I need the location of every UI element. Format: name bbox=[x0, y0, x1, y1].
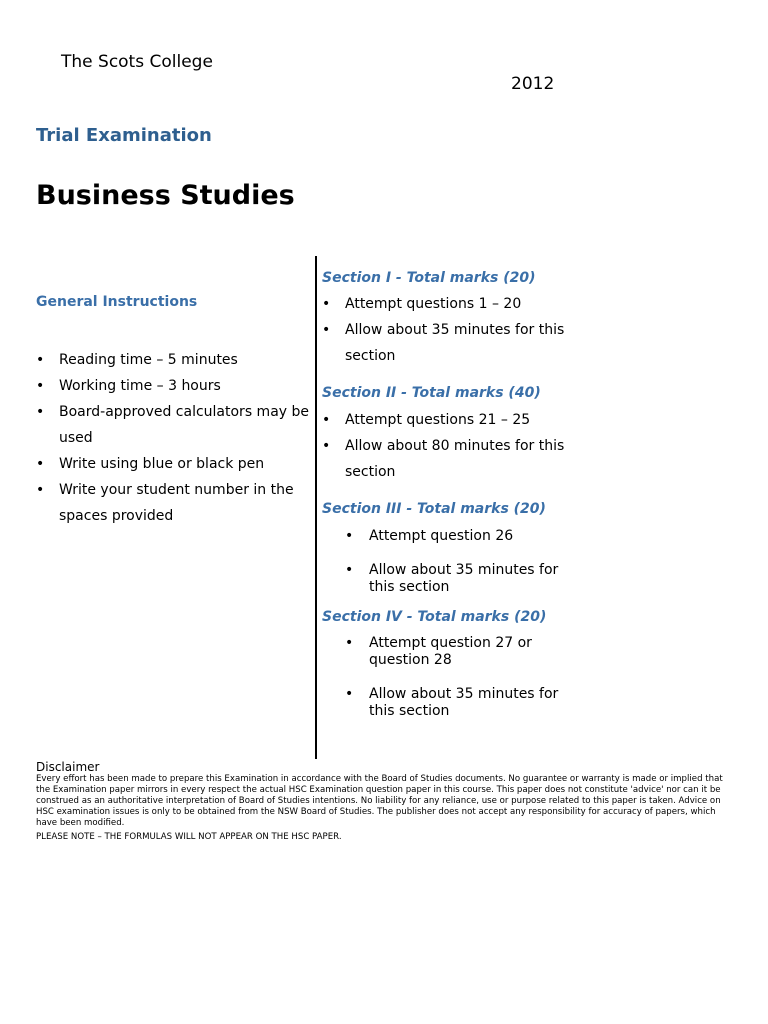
instruction-item: • Write using blue or black pen bbox=[36, 451, 310, 477]
exam-type: Trial Examination bbox=[36, 125, 212, 146]
section-1-item: • Attempt questions 1 – 20 bbox=[322, 291, 582, 317]
section-3-list bbox=[322, 528, 582, 613]
instruction-item: • Reading time – 5 minutes bbox=[36, 347, 310, 373]
general-instructions-list bbox=[36, 347, 310, 529]
section-4-list bbox=[322, 635, 582, 737]
instruction-item: • Board-approved calculators may be used bbox=[36, 399, 310, 451]
general-instructions-heading: General Instructions bbox=[36, 294, 198, 310]
section-1-item: • Allow about 35 minutes for this section bbox=[322, 317, 582, 369]
section-4-item: • Allow about 35 minutes for this section bbox=[322, 686, 582, 720]
section-2-item: • Allow about 80 minutes for this section bbox=[322, 433, 582, 485]
subject-title: Business Studies bbox=[36, 180, 295, 211]
section-3-item: • Attempt question 26 bbox=[322, 528, 582, 545]
section-2-heading: Section II - Total marks (40) bbox=[322, 385, 541, 401]
disclaimer-body: Every effort has been made to prepare this Examination in accordance with the Board of Studies documents. No guarantee or warranty is made or implied that the Examination paper mirrors in every respect the actual HSC Examination question paper in this course. This paper does not constitute 'advice' nor can it be construed as an authoritative interpretation of Board of Studies intentions. No liability for any reliance, use or purpose related to this paper is taken. Advice on HSC examination issues is only to be obtained from the NSW Board of Studies. The publisher does not accept any responsibility for accuracy of papers, which have been modified. bbox=[36, 774, 723, 828]
column-divider bbox=[315, 256, 317, 759]
section-1-heading: Section I - Total marks (20) bbox=[322, 270, 536, 286]
school-name: The Scots College bbox=[61, 52, 213, 72]
section-1-list bbox=[322, 291, 582, 369]
section-2-list bbox=[322, 407, 582, 485]
instruction-item: • Working time – 3 hours bbox=[36, 373, 310, 399]
section-3-heading: Section III - Total marks (20) bbox=[322, 501, 546, 517]
section-2-item: • Attempt questions 21 – 25 bbox=[322, 407, 582, 433]
section-4-item: • Attempt question 27 or question 28 bbox=[322, 635, 582, 669]
instruction-item: • Write your student number in the spaces provided bbox=[36, 477, 310, 529]
section-3-item: • Allow about 35 minutes for this section bbox=[322, 562, 582, 596]
disclaimer-title: Disclaimer bbox=[36, 760, 100, 774]
disclaimer-note: PLEASE NOTE – THE FORMULAS WILL NOT APPEAR ON THE HSC PAPER. bbox=[36, 832, 342, 842]
section-4-heading: Section IV - Total marks (20) bbox=[322, 609, 547, 625]
exam-year: 2012 bbox=[511, 74, 555, 94]
